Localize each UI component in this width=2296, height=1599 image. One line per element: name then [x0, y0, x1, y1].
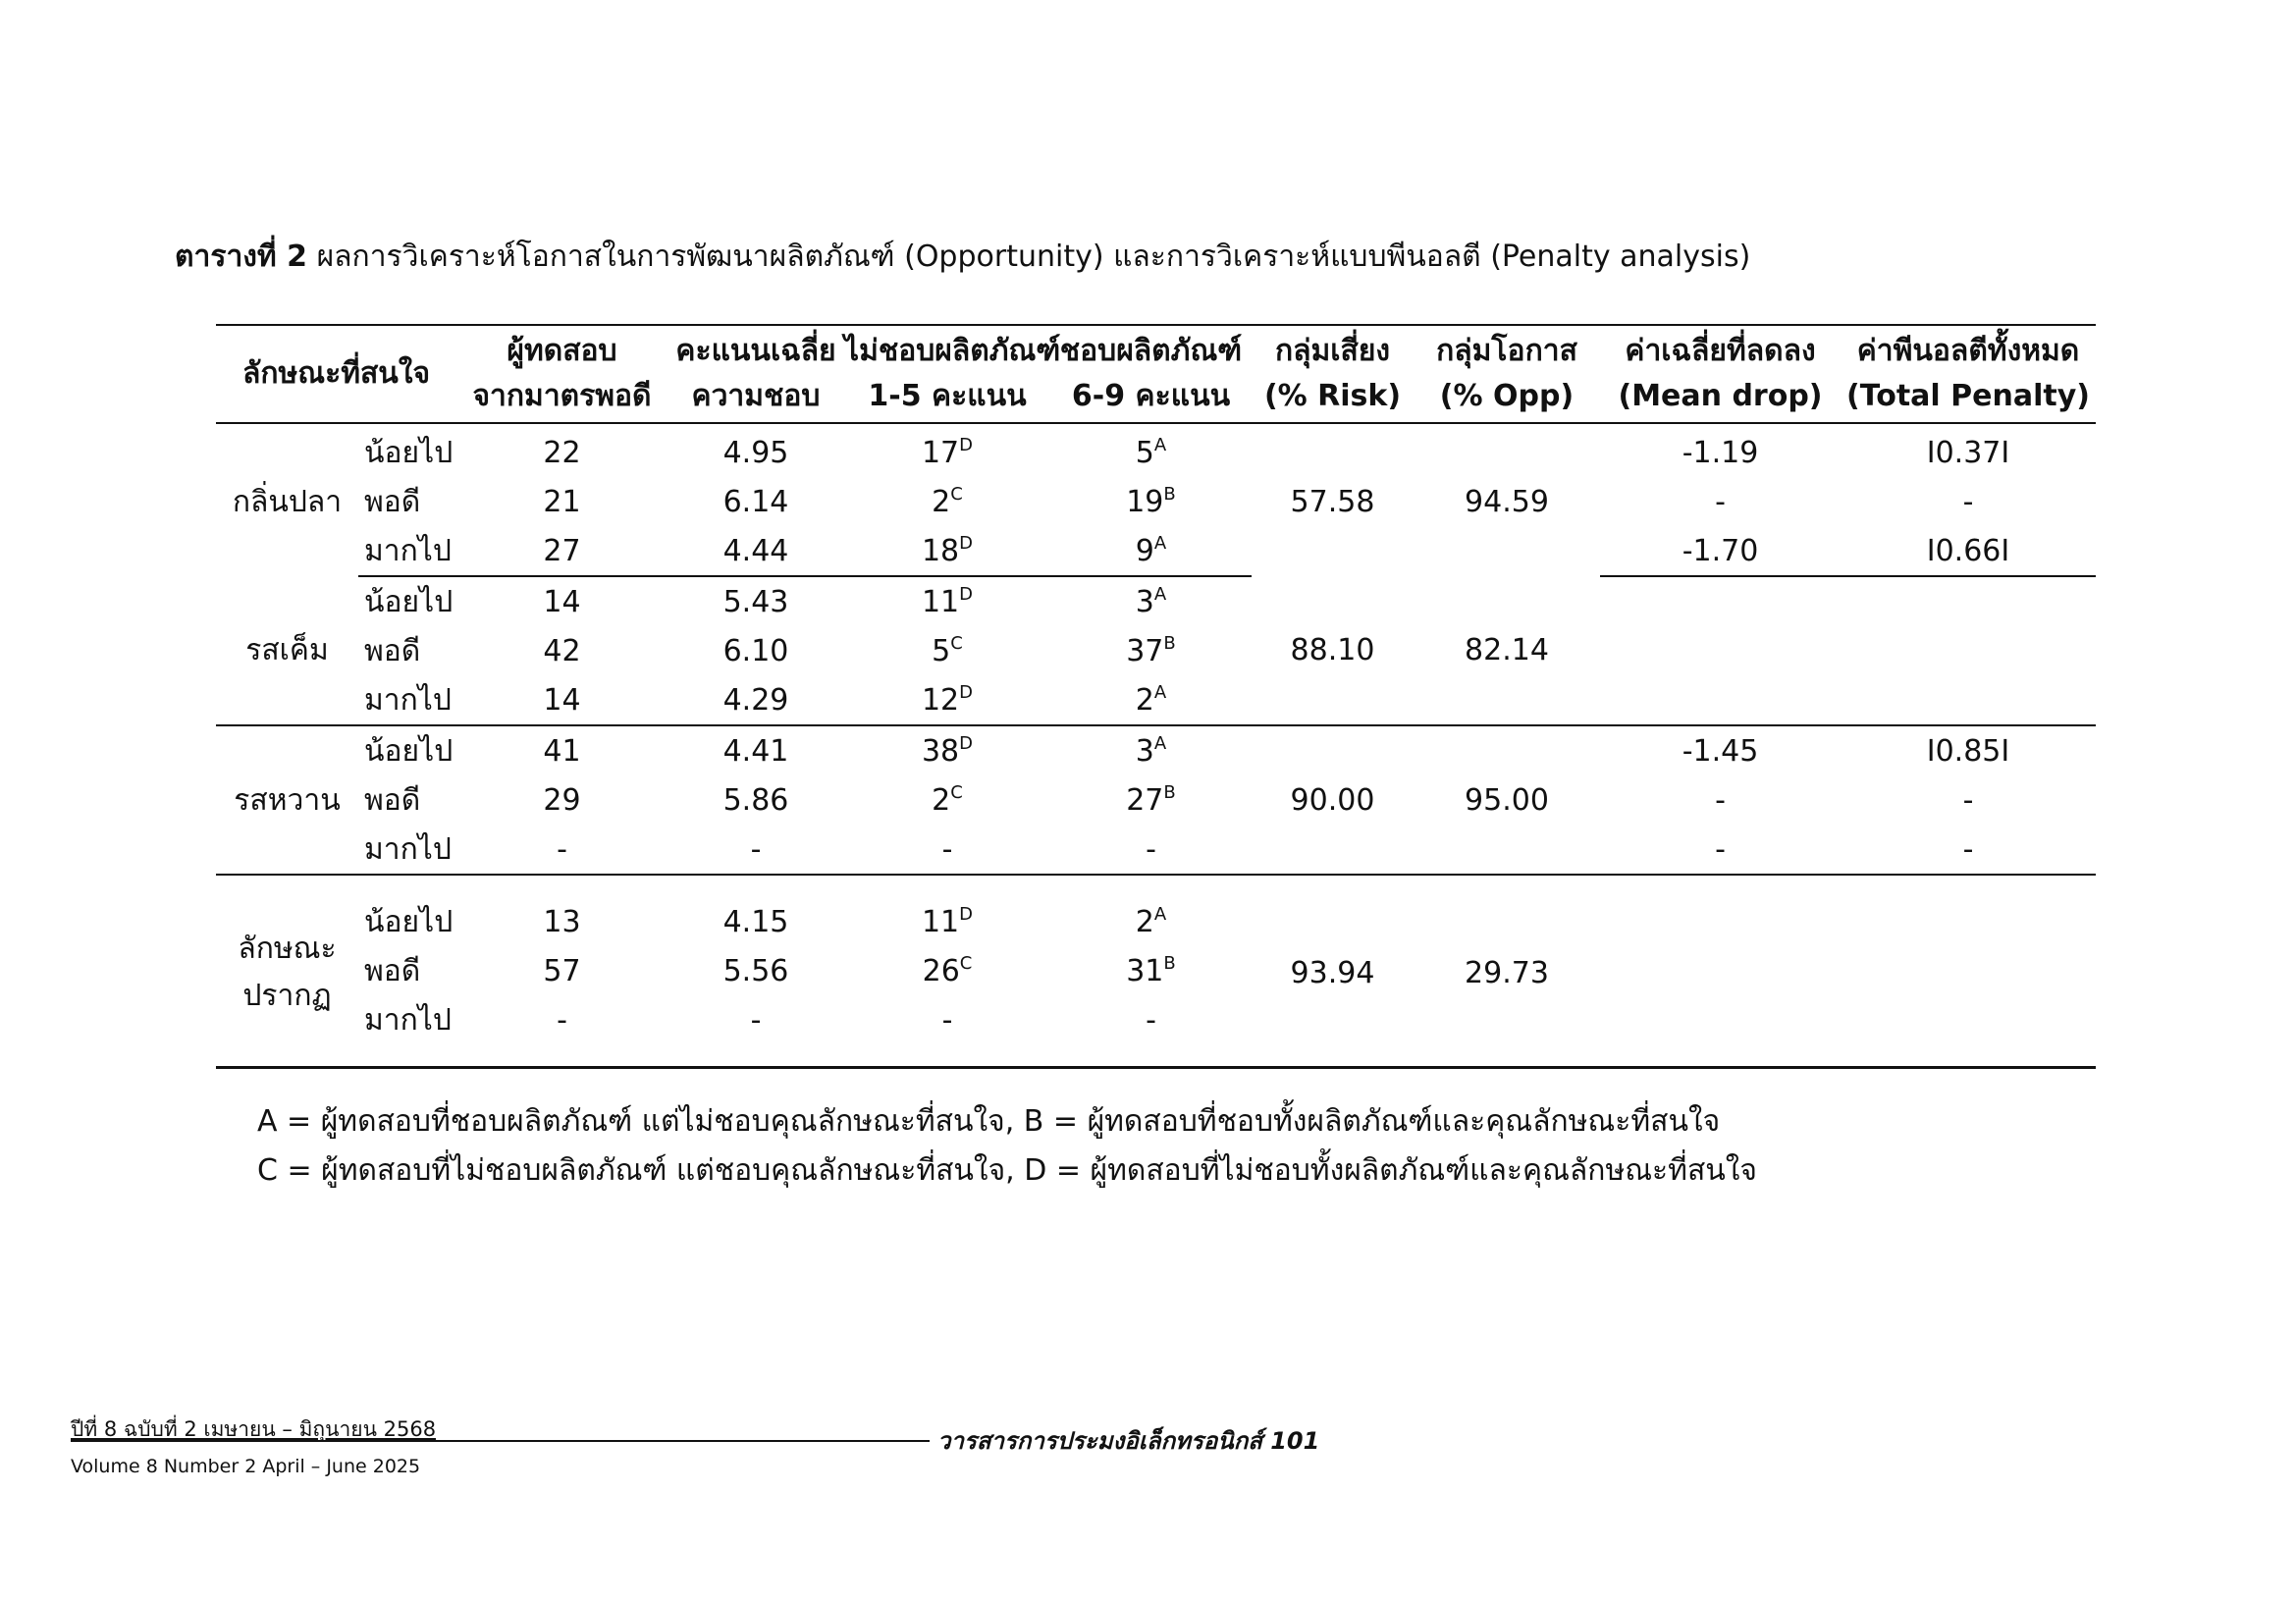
- level-cell: มากไป: [358, 526, 456, 576]
- risk-cell: 57.58: [1290, 485, 1375, 519]
- footnote-line: C = ผู้ทดสอบที่ไม่ชอบผลิตภัณฑ์ แต่ชอบคุณลักษณะที่สนใจ, D = ผู้ทดสอบที่ไม่ชอบทั้งผลิตภัณฑ์และคุณลักษณะที่สนใจ: [257, 1153, 1757, 1188]
- dislike-cell: $11^D$: [921, 903, 974, 939]
- like-cell: $37^B$: [1126, 632, 1176, 668]
- jar-count-cell: 13: [543, 904, 581, 939]
- table-caption: [175, 234, 1750, 280]
- attribute-cell: ลักษณะ ปรากฏ: [216, 875, 358, 1068]
- dislike-cell: $11^D$: [921, 583, 974, 619]
- mean-drop-cell: -1.70: [1600, 526, 1841, 576]
- header-opp: กลุ่มโอกาส (% Opp): [1414, 325, 1600, 423]
- issue-thai: ปีที่ 8 ฉบับที่ 2 เมษายน – มิถุนายน 2568: [71, 1417, 437, 1441]
- jar-count-cell: 41: [543, 733, 581, 769]
- attribute-cell: รสเค็ม: [216, 576, 358, 725]
- issue-english: Volume 8 Number 2 April – June 2025: [71, 1456, 421, 1477]
- risk-cell: 93.94: [1252, 875, 1414, 1068]
- dislike-cell: $2^C$: [932, 483, 963, 519]
- table-row: [216, 675, 2096, 725]
- level-cell: พอดี: [364, 782, 421, 818]
- jar-count-cell: -: [456, 995, 667, 1068]
- dislike-cell: -: [844, 995, 1050, 1068]
- dislike-cell: $38^D$: [921, 732, 974, 769]
- penalty-table-container: [216, 324, 2096, 1069]
- mean-drop-cell: [1600, 946, 1841, 995]
- table-row: [216, 576, 2096, 626]
- mean-cell: 6.10: [722, 633, 789, 668]
- header-like: ชอบผลิตภัณฑ์ 6-9 คะแนน: [1050, 325, 1252, 423]
- mean-cell: 4.15: [722, 904, 789, 939]
- header-mean-drop: ค่าเฉลี่ยที่ลดลง (Mean drop): [1600, 325, 1841, 423]
- penalty-cell: [1841, 576, 2096, 626]
- jar-count-cell: 14: [456, 675, 667, 725]
- table-caption-text: ผลการวิเคราะห์โอกาสในการพัฒนาผลิตภัณฑ์ (Opportunity) และการวิเคราะห์แบบพีนอลตี (Penalty analysis): [307, 240, 1751, 274]
- level-cell: มากไป: [358, 675, 456, 725]
- table-row: [216, 526, 2096, 576]
- penalty-cell: -: [1841, 825, 2096, 875]
- penalty-cell: I0.85I: [1926, 733, 2010, 769]
- like-cell: $31^B$: [1126, 952, 1176, 988]
- table-header-row: [216, 325, 2096, 423]
- level-cell: มากไป: [358, 825, 456, 875]
- penalty-cell: -: [1962, 782, 1974, 818]
- attribute-cell: รสหวาน: [216, 725, 358, 875]
- dislike-cell: $2^C$: [932, 781, 963, 818]
- mean-drop-cell: -: [1715, 782, 1726, 818]
- dislike-cell: $17^D$: [921, 434, 974, 470]
- mean-drop-cell: [1600, 875, 1841, 946]
- risk-cell: 90.00: [1252, 725, 1414, 875]
- mean-drop-cell: -1.19: [1682, 435, 1759, 470]
- mean-drop-cell: -: [1715, 484, 1726, 519]
- like-cell: $3^A$: [1135, 732, 1167, 769]
- mean-cell: 4.44: [667, 526, 844, 576]
- penalty-cell: [1841, 626, 2096, 675]
- mean-drop-cell: [1600, 576, 1841, 626]
- mean-drop-cell: [1600, 626, 1841, 675]
- issue-info: [71, 1413, 436, 1477]
- journal-name-page: วารสารการประมงอิเล็กทรอนิกส์ 101: [937, 1427, 1320, 1455]
- opp-cell: 82.14: [1414, 576, 1600, 725]
- risk-cell: 88.10: [1252, 576, 1414, 725]
- jar-count-cell: 42: [543, 633, 581, 668]
- header-risk: กลุ่มเสี่ยง (% Risk): [1252, 325, 1414, 423]
- penalty-cell: [1841, 875, 2096, 946]
- dislike-cell: $5^C$: [932, 632, 963, 668]
- like-cell: $5^A$: [1135, 434, 1167, 470]
- level-cell: พอดี: [364, 633, 421, 668]
- jar-count-cell: 21: [543, 484, 581, 519]
- table-row: [216, 825, 2096, 875]
- level-cell: น้อยไป: [364, 435, 454, 470]
- mean-cell: -: [667, 825, 844, 875]
- header-attribute: ลักษณะที่สนใจ: [216, 325, 456, 423]
- dislike-cell: -: [844, 825, 1050, 875]
- header-mean: คะแนนเฉลี่ย ความชอบ: [667, 325, 844, 423]
- level-cell: น้อยไป: [364, 733, 454, 769]
- table-row: [216, 725, 2096, 775]
- jar-count-cell: 29: [543, 782, 581, 818]
- penalty-cell: [1841, 995, 2096, 1068]
- jar-count-cell: 22: [543, 435, 581, 470]
- table-row: [216, 477, 2096, 526]
- like-cell: $27^B$: [1126, 781, 1176, 818]
- jar-count-cell: 27: [456, 526, 667, 576]
- mean-drop-cell: [1600, 995, 1841, 1068]
- table-row: [216, 946, 2096, 995]
- like-cell: $2^A$: [1050, 675, 1252, 725]
- table-body: [216, 423, 2096, 1068]
- footnote-line: A = ผู้ทดสอบที่ชอบผลิตภัณฑ์ แต่ไม่ชอบคุณลักษณะที่สนใจ, B = ผู้ทดสอบที่ชอบทั้งผลิตภัณฑ์และคุณลักษณะที่สนใจ: [257, 1104, 1721, 1139]
- opp-cell: 94.59: [1465, 485, 1549, 519]
- penalty-table: [216, 324, 2096, 1069]
- mean-cell: 4.29: [667, 675, 844, 725]
- mean-cell: 5.56: [722, 953, 789, 988]
- level-cell: มากไป: [358, 995, 456, 1068]
- penalty-cell: I0.37I: [1926, 435, 2010, 470]
- mean-cell: 4.41: [722, 733, 789, 769]
- like-cell: $2^A$: [1135, 903, 1167, 939]
- like-cell: -: [1050, 825, 1252, 875]
- level-cell: น้อยไป: [364, 904, 454, 939]
- mean-cell: 6.14: [722, 484, 789, 519]
- mean-drop-cell: -: [1600, 825, 1841, 875]
- table-row: [216, 995, 2096, 1068]
- jar-count-cell: -: [456, 825, 667, 875]
- dislike-cell: $26^C$: [922, 952, 973, 988]
- table-footnotes: [257, 1097, 1757, 1196]
- jar-count-cell: 14: [543, 584, 581, 619]
- table-row: [216, 423, 2096, 477]
- like-cell: $19^B$: [1126, 483, 1176, 519]
- like-cell: $9^A$: [1050, 526, 1252, 576]
- mean-cell: 4.95: [722, 435, 789, 470]
- jar-count-cell: 57: [543, 953, 581, 988]
- penalty-cell: [1841, 675, 2096, 725]
- mean-cell: -: [667, 995, 844, 1068]
- table-row: [216, 626, 2096, 675]
- header-jar: ผู้ทดสอบ จากมาตรพอดี: [456, 325, 667, 423]
- table-caption-label: ตารางที่ 2: [175, 240, 308, 274]
- header-dislike: ไม่ชอบผลิตภัณฑ์ 1-5 คะแนน: [844, 325, 1050, 423]
- opp-cell: 29.73: [1414, 875, 1600, 1068]
- mean-cell: 5.43: [722, 584, 789, 619]
- level-cell: น้อยไป: [364, 584, 454, 619]
- level-cell: พอดี: [364, 484, 421, 519]
- mean-drop-cell: [1600, 675, 1841, 725]
- like-cell: $3^A$: [1135, 583, 1167, 619]
- like-cell: -: [1050, 995, 1252, 1068]
- footer-rule: [71, 1440, 930, 1442]
- mean-drop-cell: -1.45: [1682, 733, 1759, 769]
- penalty-cell: I0.66I: [1841, 526, 2096, 576]
- table-row: [216, 775, 2096, 825]
- level-cell: พอดี: [364, 953, 421, 988]
- penalty-cell: [1841, 946, 2096, 995]
- attribute-cell: กลิ่นปลา: [232, 485, 343, 519]
- table-row: [216, 875, 2096, 946]
- penalty-cell: -: [1962, 484, 1974, 519]
- header-total-penalty: ค่าพีนอลตีทั้งหมด (Total Penalty): [1841, 325, 2096, 423]
- opp-cell: 95.00: [1414, 725, 1600, 875]
- dislike-cell: $12^D$: [844, 675, 1050, 725]
- mean-cell: 5.86: [722, 782, 789, 818]
- dislike-cell: $18^D$: [844, 526, 1050, 576]
